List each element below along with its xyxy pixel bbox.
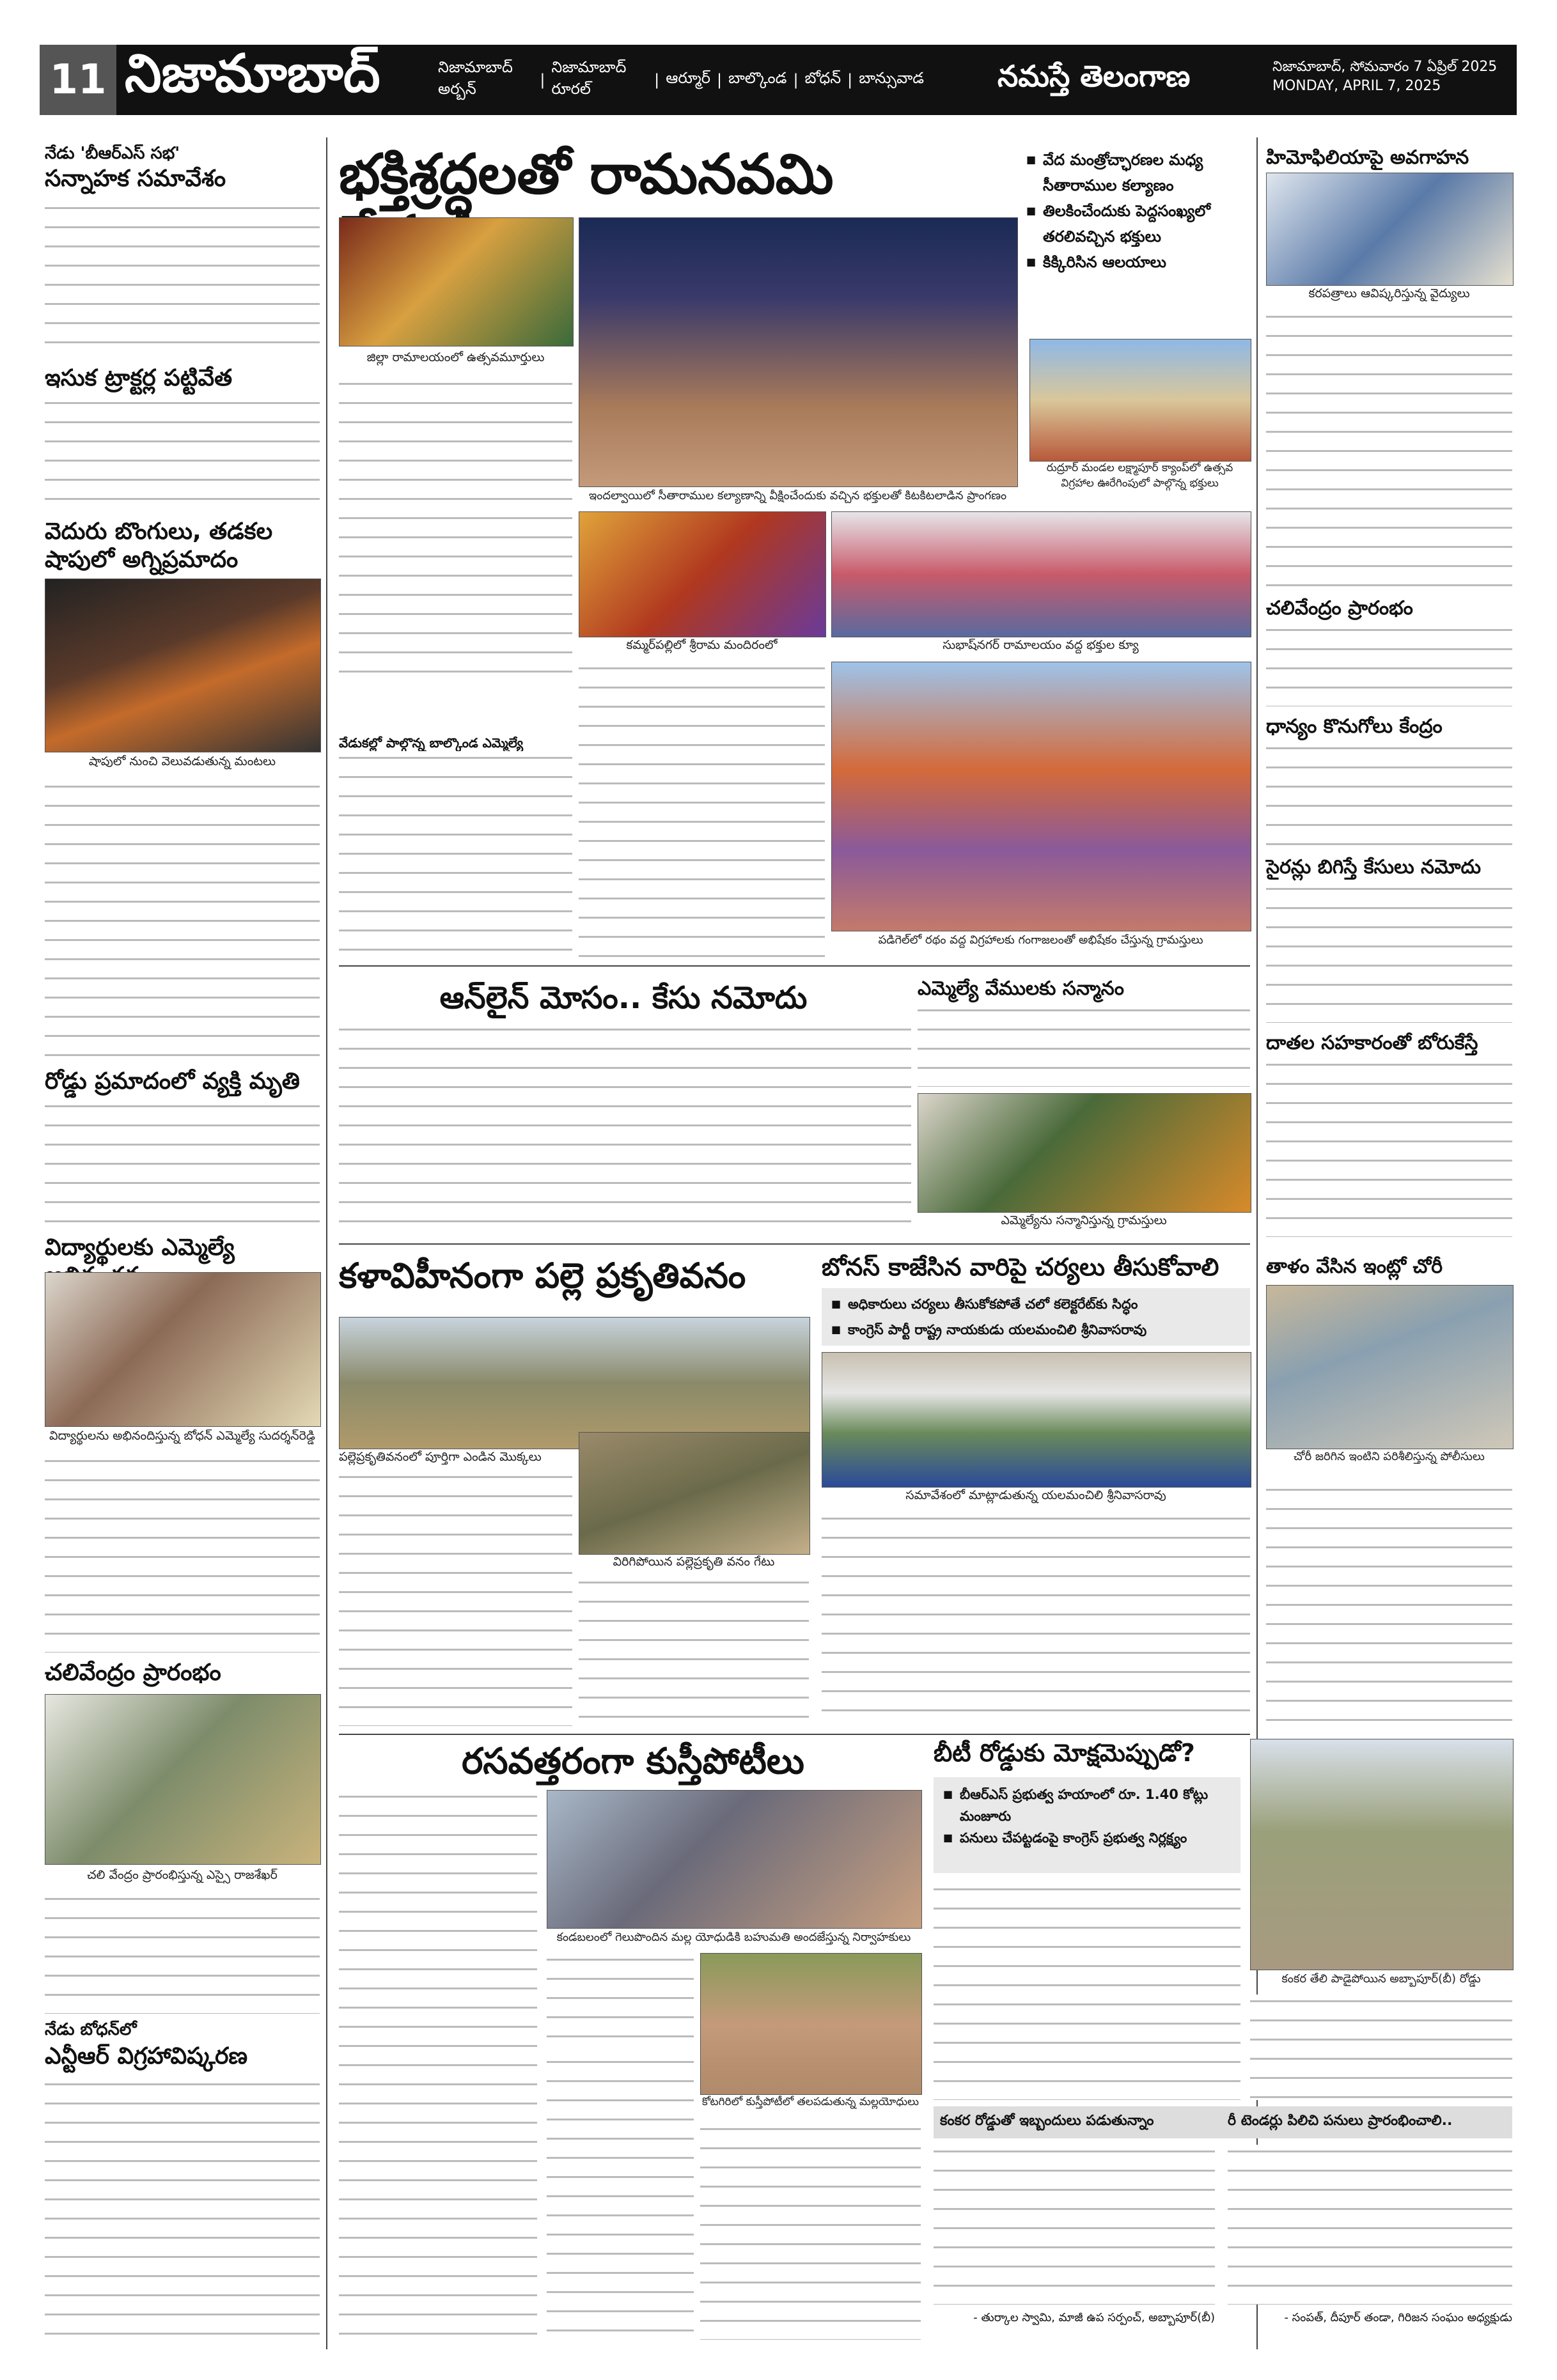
story-body <box>918 1004 1250 1087</box>
section-rule <box>339 965 1250 967</box>
story-headline: ఎమ్మెల్యే వేములకు సన్మానం <box>918 977 1124 1000</box>
story-body <box>1266 623 1512 706</box>
story-headline: హిమోఫిలియాపై అవగాహన <box>1266 146 1469 169</box>
story-headline: సైరన్లు బిగిస్తే కేసులు నమోదు <box>1266 856 1482 878</box>
bullet-item: ■ బీఆర్ఎస్ ప్రభుత్వ హయాంలో రూ. 1.40 కోట్లు మంజూరు <box>943 1784 1234 1827</box>
photo-caption: షాపులో నుంచి వెలువడుతున్న మంటలు <box>88 754 276 768</box>
bonus-bullets <box>831 1291 1247 1342</box>
story-body <box>822 1512 1250 1726</box>
story-body <box>45 2078 320 2340</box>
bullet-item: ■ కాంగ్రెస్ పార్టీ రాష్ట్ర నాయకుడు యలమంచిలి శ్రీనివాసరావు <box>831 1317 1247 1342</box>
date-telugu: నిజామాబాద్, సోమవారం 7 ఏప్రిల్ 2025 <box>1272 59 1498 75</box>
photo-caption: పడిగెల్‌లో రథం వద్ద విగ్రహాలకు గంగాజలంతో అభిషేకం చేస్తున్న గ్రామస్తులు <box>878 933 1203 947</box>
story-body <box>579 1576 809 1726</box>
photo-caption: రుద్రూర్ మండల లక్ష్మాపూర్ క్యాంప్‌లో ఉత్సవ విగ్రహాల ఊరేగింపులో పాల్గొన్న భక్తులు <box>1046 462 1233 490</box>
story-subhead: వేడుకల్లో పాల్గొన్న బాల్కొండ ఎమ్మెల్యే <box>339 735 524 751</box>
photo-caption: కంకర తేలి పాడైపోయిన అబ్బాపూర్(బీ) రోడ్డు <box>1281 1972 1481 1986</box>
prize-photo <box>547 1790 922 1929</box>
story-headline: చలివేంద్రం ప్రారంభం <box>45 1660 221 1686</box>
photo-caption: ఎమ్మెల్యేను సన్మానిస్తున్న గ్రామస్తులు <box>1001 1213 1167 1227</box>
dateline <box>1272 58 1509 96</box>
story-headline: ఇసుక ట్రాక్టర్ల పట్టివేత <box>45 365 233 391</box>
bullet-item: ■ అధికారులు చర్యలు తీసుకోకపోతే చలో కలెక్టరేట్‌కు సిద్ధం <box>831 1291 1247 1317</box>
column-rule <box>326 137 327 2349</box>
story-body <box>45 1892 320 2014</box>
temple-photo <box>579 511 826 637</box>
photo-caption: కండబలంలో గెలుపొందిన మల్ల యోధుడికి బహుమతి అందజేస్తున్న నిర్వాహకులు <box>556 1931 911 1944</box>
story-body <box>339 1023 911 1234</box>
story-headline: రసవత్తరంగా కుస్తీపోటీలు <box>462 1741 804 1782</box>
story-body <box>45 201 320 358</box>
story-headline: బీటీ రోడ్డుకు మోక్షమెప్పుడో? <box>934 1739 1195 1767</box>
wrestlers-photo <box>700 1953 922 2095</box>
story-body <box>339 377 572 678</box>
story-body <box>934 2145 1215 2305</box>
photo-caption: విద్యార్థులను అభినందిస్తున్న బోధన్ ఎమ్మెల్యే సుదర్శన్‌రెడ్డి <box>49 1429 315 1443</box>
date-english: MONDAY, APRIL 7, 2025 <box>1272 78 1441 94</box>
quote-signature: - సంపత్, దీపూర్ తండా, గిరిజన సంఘం అధ్యక్షుడు <box>1284 2311 1512 2324</box>
bullet-item: ■ వేద మంత్రోచ్ఛారణల మధ్య సీతారాముల కల్యాణం <box>1026 147 1247 198</box>
story-headline: తాళం వేసిన ఇంట్లో చోరీ <box>1266 1256 1443 1278</box>
photo-caption: సమావేశంలో మాట్లాడుతున్న యలమంచిలి శ్రీనివాసరావు <box>905 1488 1166 1502</box>
story-body <box>1266 310 1512 588</box>
sub-edition: ఆర్మూర్ <box>666 69 710 87</box>
story-subhead: కంకర రోడ్డుతో ఇబ్బందులు పడుతున్నాం <box>940 2113 1154 2129</box>
story-body <box>579 662 825 962</box>
road-photo <box>1250 1739 1514 1970</box>
photo-caption: సుభాష్‌నగర్ రామాలయం వద్ద భక్తుల క్యూ <box>943 638 1139 652</box>
page-number: 11 <box>40 45 116 115</box>
sub-edition: బాన్సువాడ <box>859 69 924 87</box>
story-body <box>547 1953 694 2049</box>
story-headline: సన్నాహక సమావేశం <box>45 166 226 192</box>
photo-caption: ఇందల్వాయిలో సీతారాముల కల్యాణాన్ని వీక్షించేందుకు వచ్చిన భక్తులతో కిటకిటలాడిన ప్రాంగణం <box>588 489 1007 502</box>
sub-edition: నిజామాబాద్ రూరల్ <box>551 58 627 98</box>
story-headline: ఆన్‌లైన్ మోసం.. కేసు నమోదు <box>439 980 808 1016</box>
story-body <box>934 1883 1240 2100</box>
story-body <box>700 2122 921 2340</box>
story-body <box>45 1100 320 1227</box>
story-body <box>45 780 320 1061</box>
photo-caption: కరపత్రాలు ఆవిష్కరిస్తున్న వైద్యులు <box>1308 286 1470 300</box>
chariot-photo <box>831 662 1251 931</box>
idols-photo <box>339 217 574 346</box>
story-body <box>1266 742 1512 847</box>
story-headline: రోడ్డు ప్రమాదంలో వ్యక్తి మృతి <box>45 1068 300 1094</box>
queue-photo <box>831 511 1251 637</box>
photo-caption: కోటగిరిలో కుస్తీపోటీలో తలపడుతున్న మల్లయోధులు <box>701 2096 919 2108</box>
story-subhead: రీ టెండర్లు పిలిచి పనులు ప్రారంభించాలి.. <box>1228 2113 1453 2129</box>
story-headline: చలివేంద్రం ప్రారంభం <box>1266 597 1413 619</box>
section-rule <box>339 1734 1250 1735</box>
sub-editions: నిజామాబాద్ అర్బన్ | నిజామాబాద్ రూరల్ | ఆర్మూర్ | బాల్కొండ | బోధన్ | బాన్సువాడ <box>438 45 924 115</box>
quote-signature: - తుర్కాల స్వామి, మాజీ ఉప సర్పంచ్, అబ్బాపూర్(బీ) <box>973 2311 1215 2324</box>
fire-photo <box>45 579 321 752</box>
photo-caption: పల్లెప్రకృతివనంలో పూర్తిగా ఎండిన మొక్కలు <box>339 1450 542 1464</box>
hemophilia-photo <box>1266 173 1514 286</box>
bullet-item: ■ తిలకించేందుకు పెద్దసంఖ్యలో తరలివచ్చిన భక్తులు <box>1026 198 1247 249</box>
story-body <box>1266 1483 1512 1726</box>
story-headline: బోనస్ కాజేసిన వారిపై చర్యలు తీసుకోవాలి <box>822 1253 1219 1281</box>
story-body <box>339 1790 537 2340</box>
lead-bullets <box>1026 147 1247 275</box>
theft-photo <box>1266 1285 1514 1449</box>
bullet-item: ■ పనులు చేపట్టడంపై కాంగ్రెస్ ప్రభుత్వ నిర్లక్ష్యం <box>943 1827 1234 1849</box>
story-headline: ఎన్టీఆర్ విగ్రహావిష్కరణ <box>45 2043 248 2069</box>
story-headline: వెదురు బొంగులు, తడకల షాపులో అగ్నిప్రమాదం <box>45 518 273 573</box>
broken-gate-photo <box>579 1432 810 1555</box>
lead-headline: భక్తిశ్రద్ధలతో రామనవమి <box>339 143 834 206</box>
mla-photo <box>918 1093 1251 1213</box>
story-headline: దాతల సహకారంతో బోరుకేస్తే <box>1266 1032 1478 1054</box>
sub-edition: బోధన్ <box>804 69 841 87</box>
story-kicker: నేడు బోధన్‌లో <box>45 2020 137 2039</box>
story-body <box>339 751 572 962</box>
story-body <box>1228 2145 1512 2305</box>
photo-caption: విరిగిపోయిన పల్లెప్రకృతి వనం గేటు <box>613 1555 775 1569</box>
students-photo <box>45 1272 321 1427</box>
story-body <box>45 1454 320 1653</box>
crowd-photo <box>579 217 1018 487</box>
photo-caption: చలి వేంద్రం ప్రారంభిస్తున్న ఎస్సై రాజశేఖర్ <box>87 1868 278 1882</box>
story-body <box>1266 1058 1512 1237</box>
photo-caption: జిల్లా రామాలయంలో ఉత్సవమూర్తులు <box>366 350 545 364</box>
story-body <box>339 1470 572 1726</box>
story-body <box>45 396 320 511</box>
story-body <box>547 2055 694 2340</box>
story-headline: విద్యార్థులకు ఎమ్మెల్యే <box>45 1234 235 1261</box>
meeting-photo <box>822 1352 1251 1488</box>
edition-name: నిజామాబాద్ <box>125 43 380 104</box>
story-headline: ధాన్యం కొనుగోలు కేంద్రం <box>1266 715 1443 738</box>
photo-caption: కమ్మర్‌పల్లిలో శ్రీరామ మందిరంలో <box>626 638 778 652</box>
procession-photo <box>1029 339 1251 462</box>
story-kicker: నేడు 'బీఆర్ఎస్ సభ' <box>45 144 180 163</box>
story-headline: కళావిహీనంగా పల్లె ప్రకృతివనం <box>339 1256 746 1296</box>
story-body <box>1266 882 1512 1023</box>
section-rule <box>339 1243 1250 1245</box>
water-booth-photo <box>45 1694 321 1865</box>
sub-edition: నిజామాబాద్ అర్బన్ <box>438 58 513 98</box>
paper-name: నమస్తే తెలంగాణ <box>998 59 1191 93</box>
bullet-item: ■ కిక్కిరిసిన ఆలయాలు <box>1026 249 1247 275</box>
dry-plants-photo <box>339 1317 810 1449</box>
story-body <box>1250 1995 1512 2100</box>
photo-caption: చోరీ జరిగిన ఇంటిని పరిశీలిస్తున్న పోలీసులు <box>1294 1450 1485 1463</box>
sub-edition: బాల్కొండ <box>728 69 787 87</box>
road-bullets <box>943 1784 1234 1849</box>
